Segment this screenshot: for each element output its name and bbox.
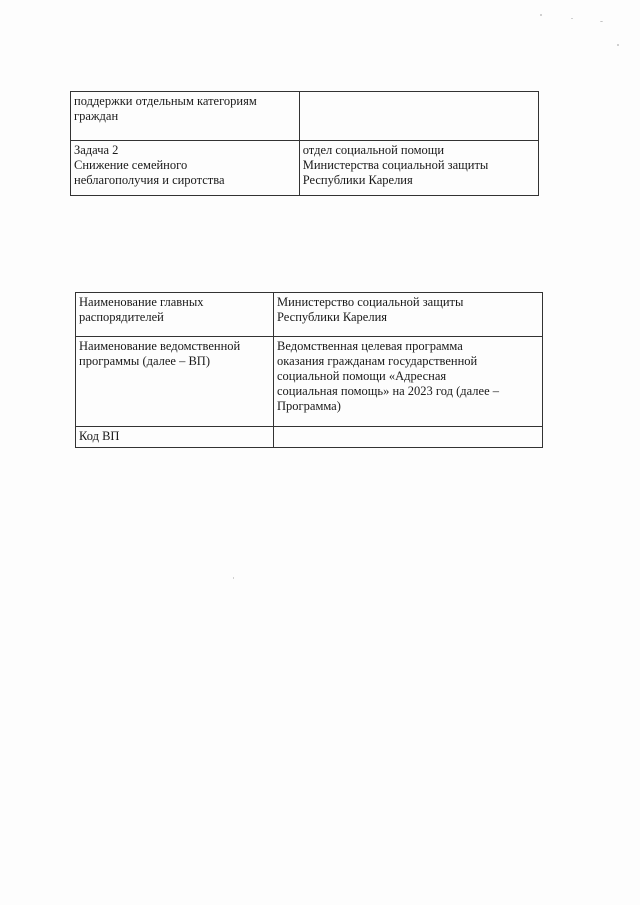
- table-row: [76, 427, 543, 448]
- table-cell: [76, 293, 274, 337]
- task-description: Задача 2 Снижение семейного неблагополучия и сиротства: [74, 143, 225, 187]
- field-label: Наименование главных распорядителей: [79, 295, 204, 324]
- table-cell: [299, 92, 538, 141]
- field-label: Код ВП: [79, 429, 120, 443]
- scan-speck: [600, 21, 603, 22]
- program-passport-table: [75, 292, 543, 448]
- table-row: [76, 293, 543, 337]
- table-cell: [299, 141, 538, 196]
- table-row: [71, 92, 539, 141]
- scan-speck: [233, 577, 234, 579]
- table-cell: [274, 337, 543, 427]
- table-cell: [76, 337, 274, 427]
- table-cell: [71, 92, 300, 141]
- field-value: Ведомственная целевая программа оказания гражданам государственной социальной помощи «Адресная социальная помощь» на 2023 год (далее – Программа): [277, 339, 500, 413]
- responsible-unit: отдел социальной помощи Министерства социальной защиты Республики Карелия: [302, 143, 489, 187]
- table-cell: [76, 427, 274, 448]
- table-row: [71, 141, 539, 196]
- scan-speck: [617, 44, 619, 46]
- table-cell: [274, 427, 543, 448]
- scan-speck: [571, 18, 573, 19]
- table-row: [76, 337, 543, 427]
- tasks-table: [70, 91, 539, 196]
- table-cell: [274, 293, 543, 337]
- task-description: поддержки отдельным категориям граждан: [74, 94, 257, 123]
- field-value: Министерство социальной защиты Республики Карелия: [277, 295, 464, 324]
- scan-speck: [540, 14, 542, 16]
- table-cell: [71, 141, 300, 196]
- field-label: Наименование ведомственной программы (далее – ВП): [79, 339, 241, 368]
